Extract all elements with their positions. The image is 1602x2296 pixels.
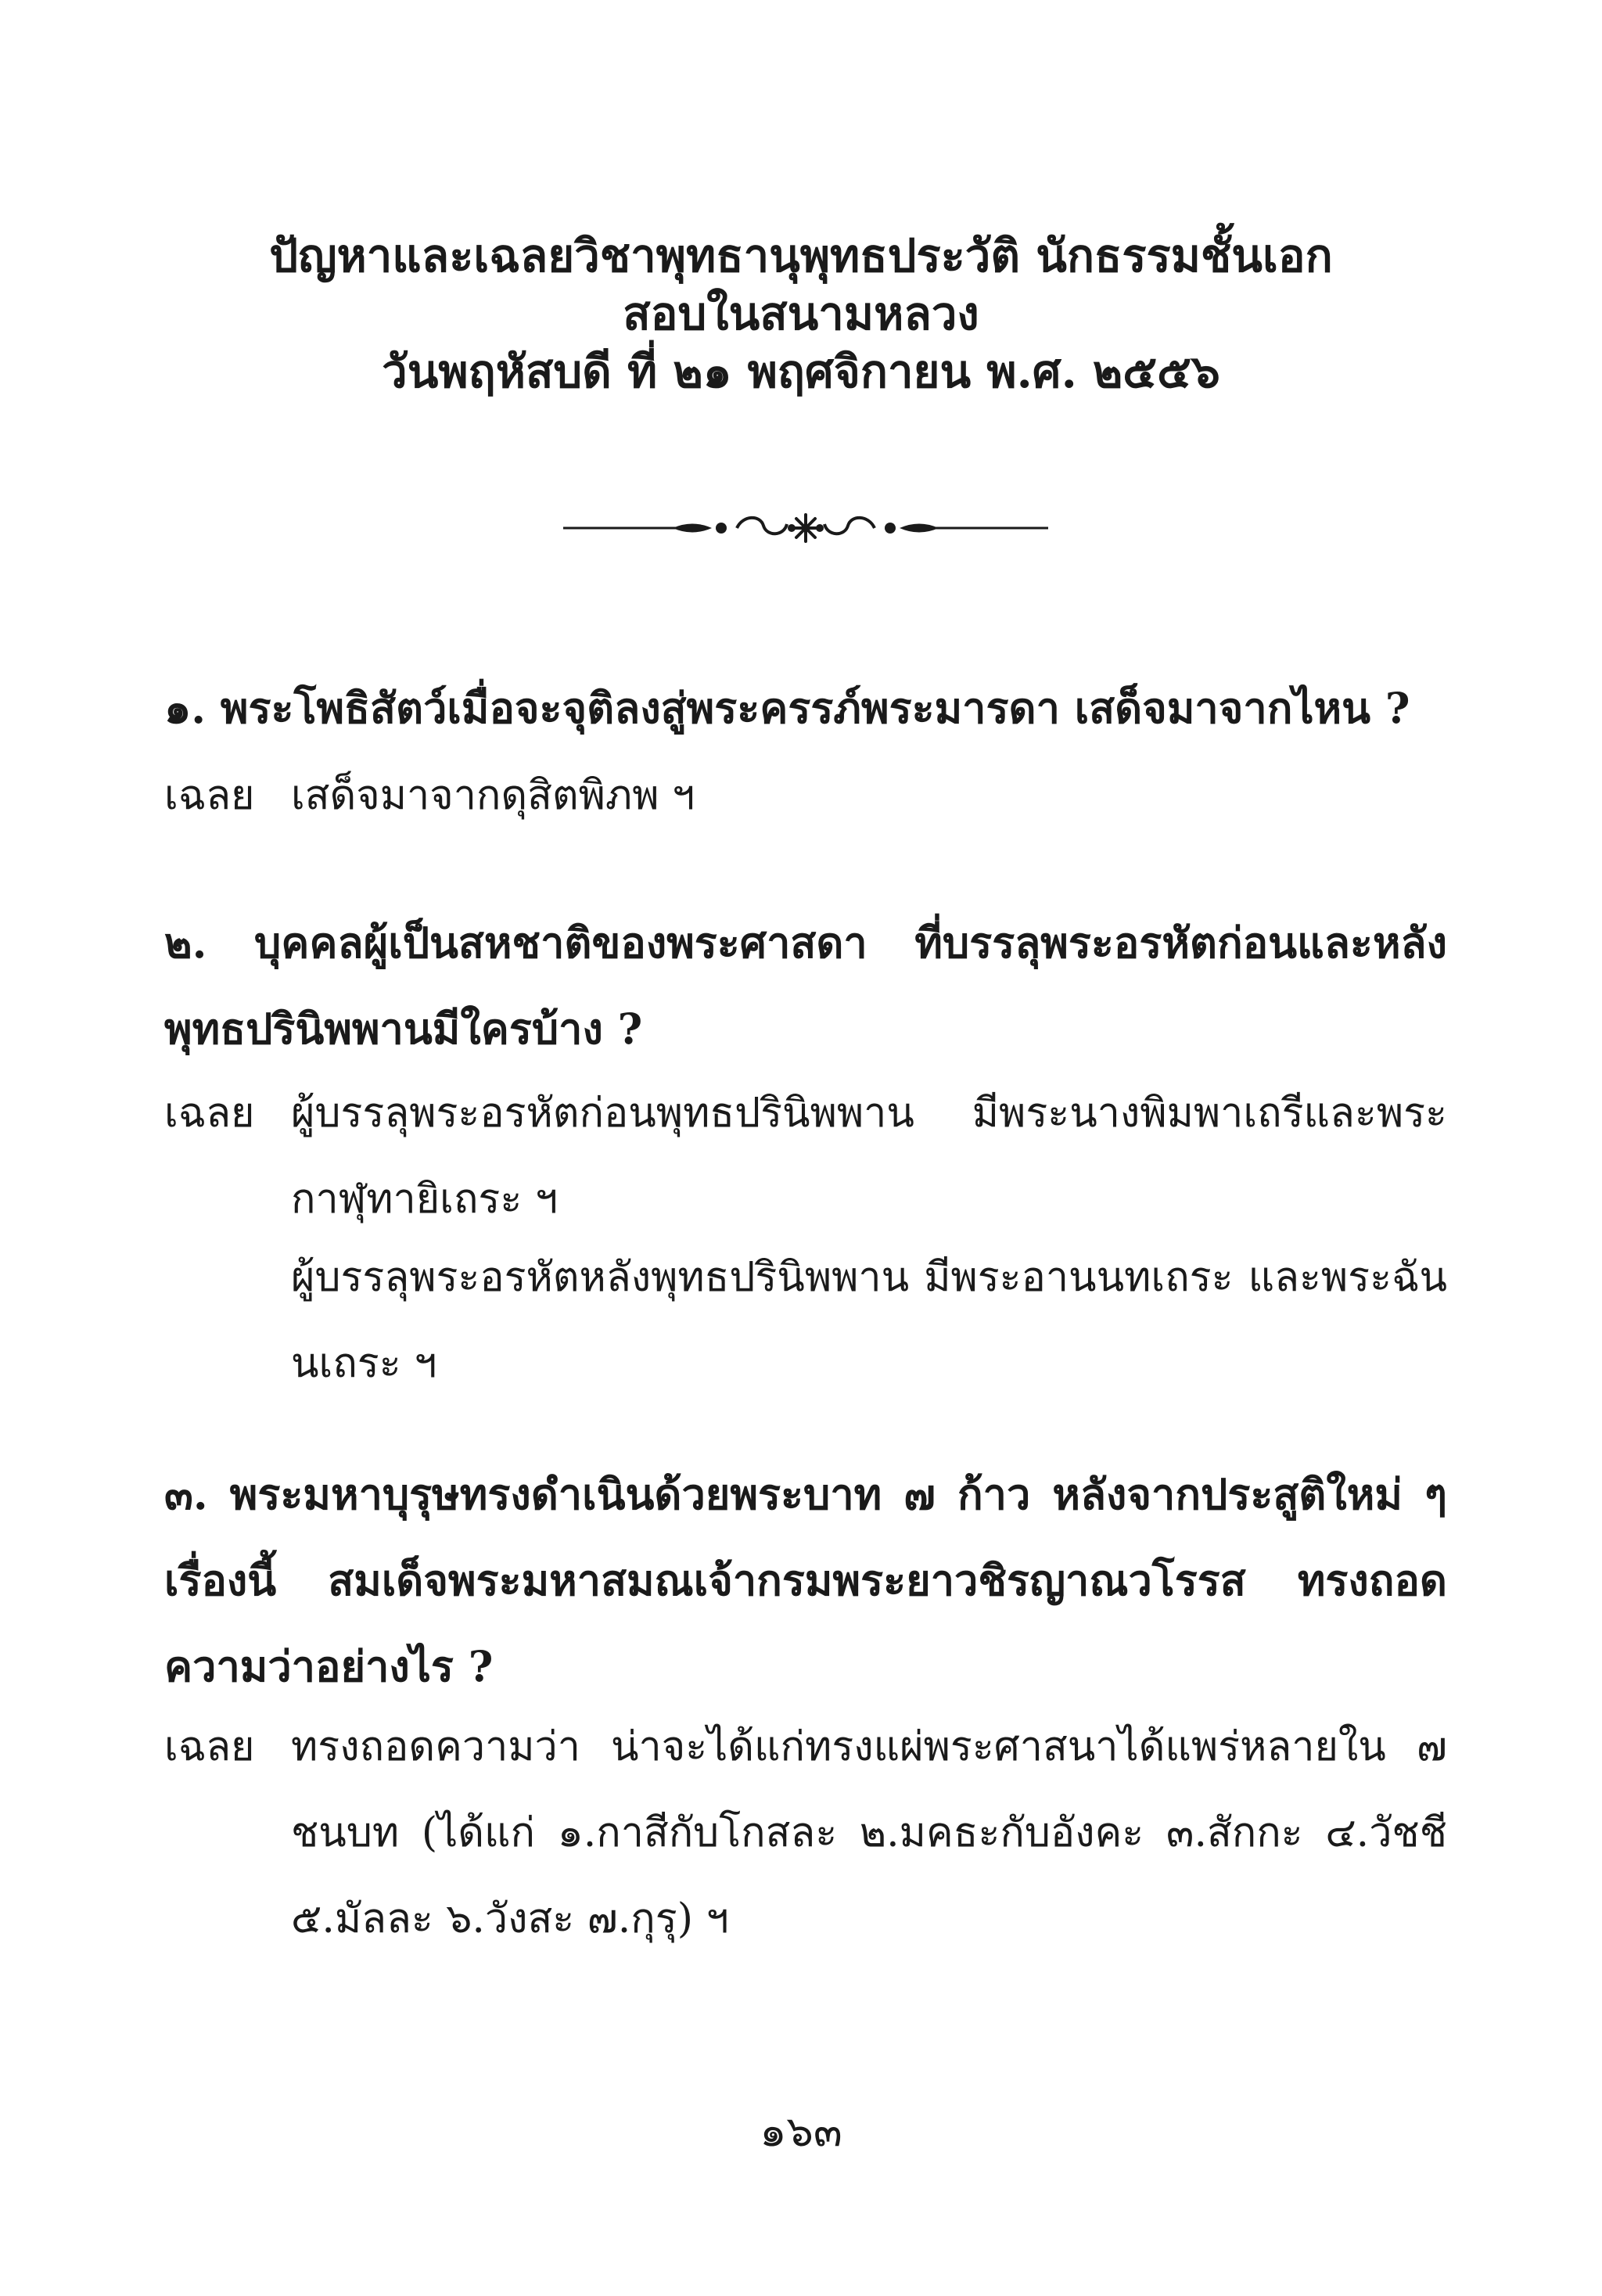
answer-label-1: เฉลย — [164, 772, 255, 819]
answer-1: เสด็จมาจากดุสิตพิภพ ฯ — [291, 772, 695, 819]
question-3: ๓. พระมหาบุรุษทรงดำเนินด้วยพระบาท ๗ ก้าว หลังจากประสูติใหม่ ๆ เรื่องนี้ สมเด็จพระมหาสมณเจ้ากรมพระยาวชิรญาณวโรรส ทรงถอดความว่าอย่างไร ? — [164, 1469, 1447, 1691]
answer-3: ทรงถอดความว่า น่าจะได้แก่ทรงแผ่พระศาสนาได้แพร่หลายใน ๗ ชนบท (ได้แก่ ๑.กาสีกับโกสละ ๒.มคธะกับอังคะ ๓.สักกะ ๔.วัชชี ๕.มัลละ ๖.วังสะ ๗.กุรุ) ฯ — [291, 1723, 1447, 1942]
answer-label-2: เฉลย — [164, 1090, 255, 1137]
decorative-divider-icon — [555, 501, 1056, 555]
exam-date: วันพฤหัสบดี ที่ ๒๑ พฤศจิกายน พ.ศ. ๒๕๕๖ — [382, 345, 1220, 398]
question-2: ๒. บุคคลผู้เป็นสหชาติของพระศาสดา ที่บรรลุพระอรหัตก่อนและหลังพุทธปรินิพพานมีใครบ้าง ? — [164, 918, 1447, 1054]
answer-2a: ผู้บรรลุพระอรหัตก่อนพุทธปรินิพพาน มีพระนางพิมพาเถรีและพระกาฬุทายิเถระ ฯ — [291, 1090, 1447, 1223]
document-subtitle: สอบในสนามหลวง — [623, 287, 979, 340]
document-header — [0, 227, 1602, 401]
question-1: ๑. พระโพธิสัตว์เมื่อจะจุติลงสู่พระครรภ์พระมารดา เสด็จมาจากไหน ? — [164, 683, 1410, 733]
answer-label-3: เฉลย — [164, 1723, 255, 1770]
page-number: ๑๖๓ — [760, 2107, 842, 2156]
answer-2b: ผู้บรรลุพระอรหัตหลังพุทธปรินิพพาน มีพระอานนทเถระ และพระฉันนเถระ ฯ — [291, 1254, 1447, 1387]
document-title: ปัญหาและเฉลยวิชาพุทธานุพุทธประวัติ นักธรรมชั้นเอก — [269, 229, 1333, 282]
